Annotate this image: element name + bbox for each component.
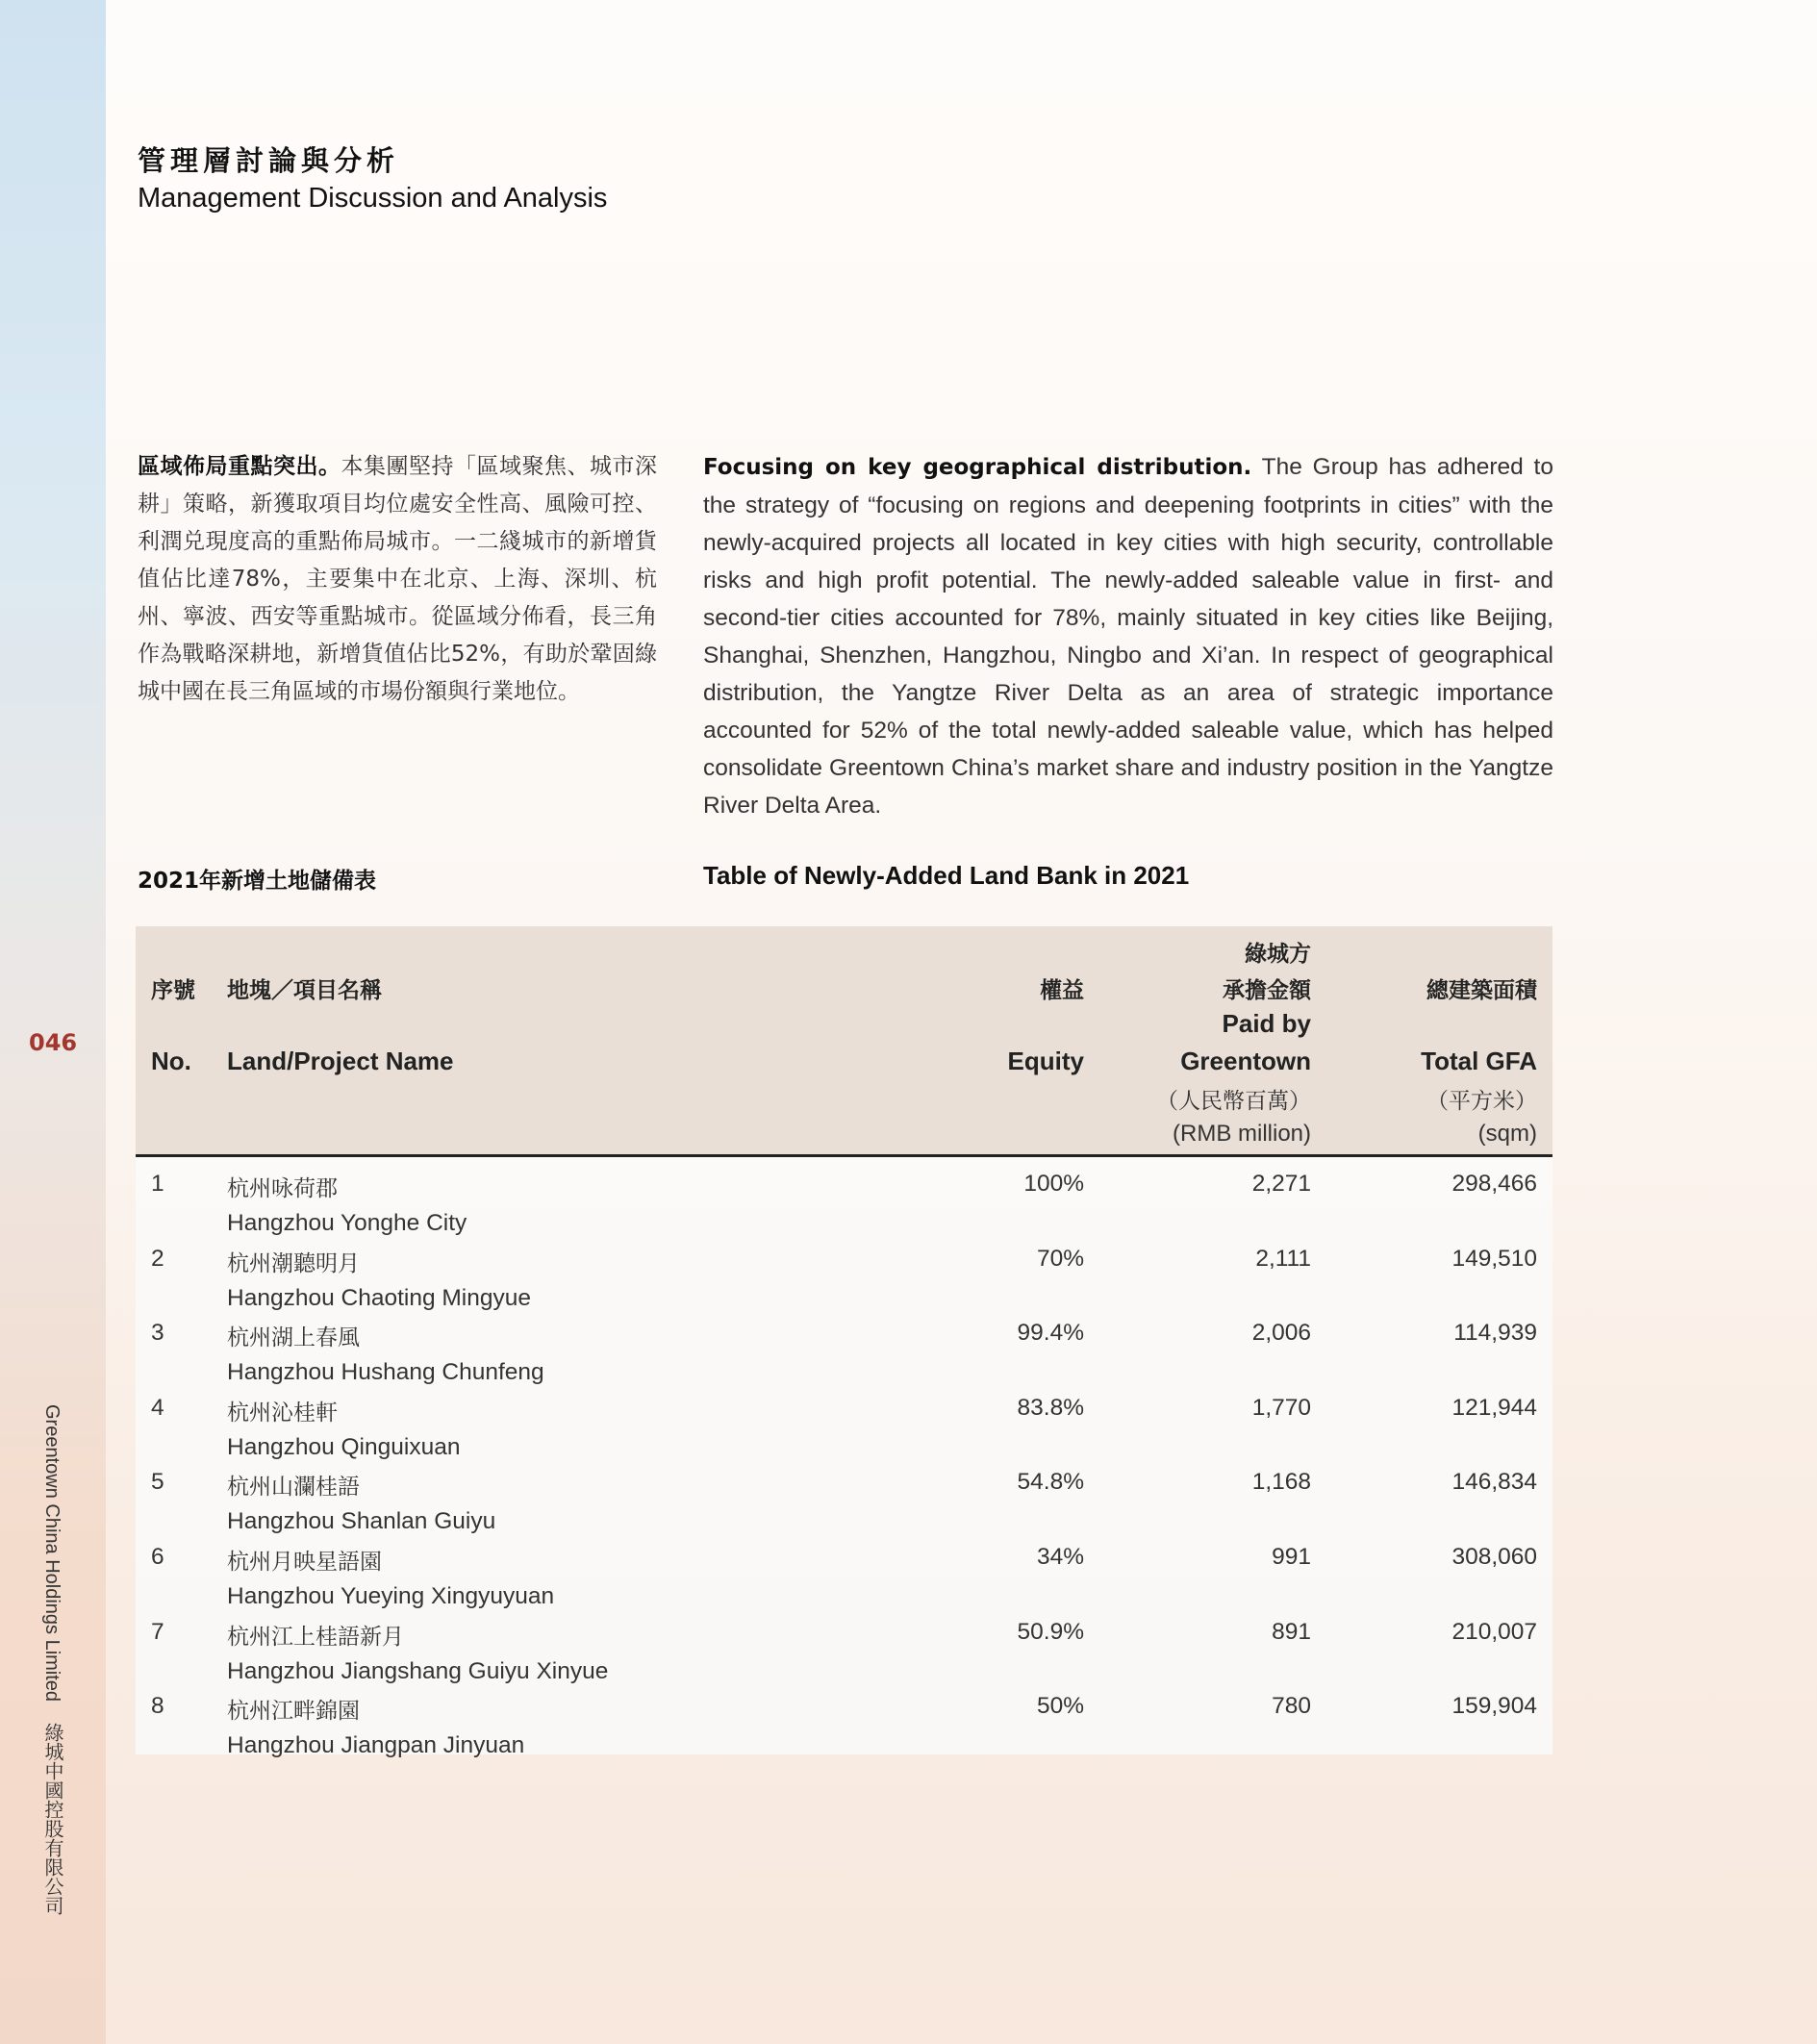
table-row bbox=[136, 1232, 1552, 1311]
row-total-gfa: 298,466 bbox=[1451, 1171, 1537, 1197]
project-name-en: Hangzhou Jiangshang Guiyu Xinyue bbox=[227, 1657, 609, 1684]
row-number: 2 bbox=[151, 1245, 164, 1272]
table-row bbox=[136, 1381, 1552, 1460]
row-paid-by-greentown: 1,770 bbox=[1251, 1394, 1311, 1421]
header-gfa-en: Total GFA bbox=[1421, 1047, 1537, 1075]
row-total-gfa: 308,060 bbox=[1451, 1543, 1537, 1570]
row-paid-by-greentown: 2,111 bbox=[1255, 1245, 1311, 1272]
land-bank-table bbox=[136, 926, 1552, 1759]
project-name-zh: 杭州湖上春風 bbox=[227, 1325, 360, 1351]
row-paid-by-greentown: 2,006 bbox=[1251, 1320, 1311, 1347]
table-title-zh: 2021年新增土地儲備表 bbox=[138, 869, 377, 894]
table-row bbox=[136, 1679, 1552, 1759]
intro-paragraph-en bbox=[703, 448, 1553, 824]
header-paid-en-2: Greentown bbox=[1180, 1047, 1311, 1075]
row-project-name bbox=[227, 1395, 460, 1461]
header-no-en: No. bbox=[151, 1047, 191, 1075]
intro-body-zh: 本集團堅持「區域聚焦、城市深耕」策略，新獲取項目均位處安全性高、風險可控、利潤兑現度高的重點佈局城市。一二綫城市的新增貨值佔比達78%，主要集中在北京、上海、深圳、杭州、寧波、西安等重點城市。從區域分佈看，長三角作為戰略深耕地，新增貨值佔比52%，有助於鞏固綠城中國在長三角區域的市場份額與行業地位。 bbox=[138, 454, 657, 704]
header-name-en: Land/Project Name bbox=[227, 1047, 454, 1075]
vertical-company-name bbox=[38, 1404, 66, 1930]
table-title-en: Table of Newly-Added Land Bank in 2021 bbox=[703, 861, 1190, 890]
header-paid-zh-2: 承擔金額 bbox=[1223, 978, 1311, 1003]
project-name-en: Hangzhou Chaoting Mingyue bbox=[227, 1284, 531, 1311]
header-paid-en-1: Paid by bbox=[1222, 1009, 1311, 1038]
intro-heading-zh: 區域佈局重點突出。 bbox=[138, 454, 341, 479]
row-number: 7 bbox=[151, 1618, 164, 1645]
table-row bbox=[136, 1530, 1552, 1609]
row-number: 1 bbox=[151, 1171, 164, 1197]
table-row bbox=[136, 1605, 1552, 1684]
row-project-name bbox=[227, 1544, 554, 1610]
row-total-gfa: 146,834 bbox=[1451, 1469, 1537, 1496]
header-equity-zh: 權益 bbox=[1040, 978, 1084, 1003]
row-number: 3 bbox=[151, 1320, 164, 1347]
project-name-en: Hangzhou Hushang Chunfeng bbox=[227, 1359, 544, 1386]
row-project-name bbox=[227, 1619, 608, 1685]
header-name-zh: 地塊／項目名稱 bbox=[227, 978, 382, 1003]
section-title-zh: 管理層討論與分析 bbox=[138, 144, 400, 177]
project-name-en: Hangzhou Yonghe City bbox=[227, 1210, 467, 1236]
header-no-zh: 序號 bbox=[151, 978, 195, 1003]
project-name-zh: 杭州山瀾桂語 bbox=[227, 1475, 360, 1501]
row-total-gfa: 159,904 bbox=[1451, 1693, 1537, 1720]
row-paid-by-greentown: 891 bbox=[1272, 1618, 1311, 1645]
project-name-en: Hangzhou Yueying Xingyuyuan bbox=[227, 1582, 555, 1609]
row-equity: 83.8% bbox=[1017, 1394, 1084, 1421]
row-equity: 99.4% bbox=[1017, 1320, 1084, 1347]
project-name-en: Hangzhou Qinguixuan bbox=[227, 1433, 461, 1460]
section-header bbox=[138, 139, 607, 214]
header-gfa-unit-zh: （平方米） bbox=[1426, 1089, 1537, 1114]
row-total-gfa: 121,944 bbox=[1451, 1394, 1537, 1421]
row-equity: 50% bbox=[1036, 1693, 1084, 1720]
page-number: 046 bbox=[29, 1029, 78, 1056]
section-title-en: Management Discussion and Analysis bbox=[138, 183, 608, 214]
row-equity: 50.9% bbox=[1017, 1618, 1084, 1645]
row-number: 4 bbox=[151, 1394, 164, 1421]
row-number: 6 bbox=[151, 1543, 164, 1570]
header-gfa-zh: 總建築面積 bbox=[1426, 978, 1537, 1003]
project-name-en: Hangzhou Shanlan Guiyu bbox=[227, 1508, 496, 1535]
row-number: 5 bbox=[151, 1469, 164, 1496]
row-paid-by-greentown: 2,271 bbox=[1251, 1171, 1311, 1197]
intro-paragraph-zh bbox=[138, 448, 657, 711]
table-body bbox=[136, 1157, 1552, 1759]
intro-body-en: The Group has adhered to the strategy of “focusing on regions and deepening footprints in cities” with the newly-acquired projects all located in key cities with high security, controllable risks and high profit potential. The newly-added saleable value in first- and second-tier cities accounted for 78%, mainly situated in key cities like Beijing, Shanghai, Shenzhen, Hangzhou, Ningbo and Xi’an. In respect of geographical distribution, the Yangtze River Delta as an area of strategic importance accounted for 52% of the total newly-added saleable value, which has helped consolidate Greentown China’s market share and industry position in the Yangtze River Delta Area. bbox=[703, 454, 1553, 819]
company-name-zh: 綠城中國控股有限公司 bbox=[41, 1722, 63, 1915]
project-name-zh: 杭州潮聽明月 bbox=[227, 1250, 360, 1276]
row-project-name bbox=[227, 1320, 544, 1386]
company-name-en: Greentown China Holdings Limited bbox=[41, 1404, 63, 1703]
row-project-name bbox=[227, 1246, 531, 1312]
table-header bbox=[136, 926, 1552, 1157]
row-project-name bbox=[227, 1171, 467, 1237]
header-equity-en: Equity bbox=[1007, 1047, 1084, 1075]
row-project-name bbox=[227, 1469, 495, 1535]
row-equity: 100% bbox=[1023, 1171, 1084, 1197]
row-total-gfa: 210,007 bbox=[1451, 1618, 1537, 1645]
row-equity: 34% bbox=[1036, 1543, 1084, 1570]
intro-heading-en: Focusing on key geographical distribution. bbox=[703, 455, 1252, 480]
row-paid-by-greentown: 1,168 bbox=[1251, 1469, 1311, 1496]
project-name-zh: 杭州沁桂軒 bbox=[227, 1400, 338, 1426]
project-name-en: Hangzhou Jiangpan Jinyuan bbox=[227, 1732, 525, 1759]
project-name-zh: 杭州江畔錦園 bbox=[227, 1699, 360, 1725]
row-paid-by-greentown: 991 bbox=[1272, 1543, 1311, 1570]
row-equity: 54.8% bbox=[1017, 1469, 1084, 1496]
row-total-gfa: 114,939 bbox=[1453, 1320, 1537, 1347]
header-paid-unit-zh: （人民幣百萬） bbox=[1156, 1089, 1311, 1114]
row-total-gfa: 149,510 bbox=[1451, 1245, 1537, 1272]
header-paid-zh-1: 綠城方 bbox=[1245, 942, 1311, 967]
header-paid-unit-en: (RMB million) bbox=[1173, 1121, 1311, 1147]
table-row bbox=[136, 1455, 1552, 1535]
header-gfa-unit-en: (sqm) bbox=[1477, 1121, 1537, 1147]
table-row bbox=[136, 1157, 1552, 1236]
row-equity: 70% bbox=[1036, 1245, 1084, 1272]
row-number: 8 bbox=[151, 1693, 164, 1720]
project-name-zh: 杭州咏荷郡 bbox=[227, 1176, 338, 1201]
project-name-zh: 杭州江上桂語新月 bbox=[227, 1624, 404, 1650]
table-row bbox=[136, 1306, 1552, 1386]
row-project-name bbox=[227, 1693, 524, 1759]
row-paid-by-greentown: 780 bbox=[1272, 1693, 1311, 1720]
project-name-zh: 杭州月映星語園 bbox=[227, 1549, 382, 1575]
